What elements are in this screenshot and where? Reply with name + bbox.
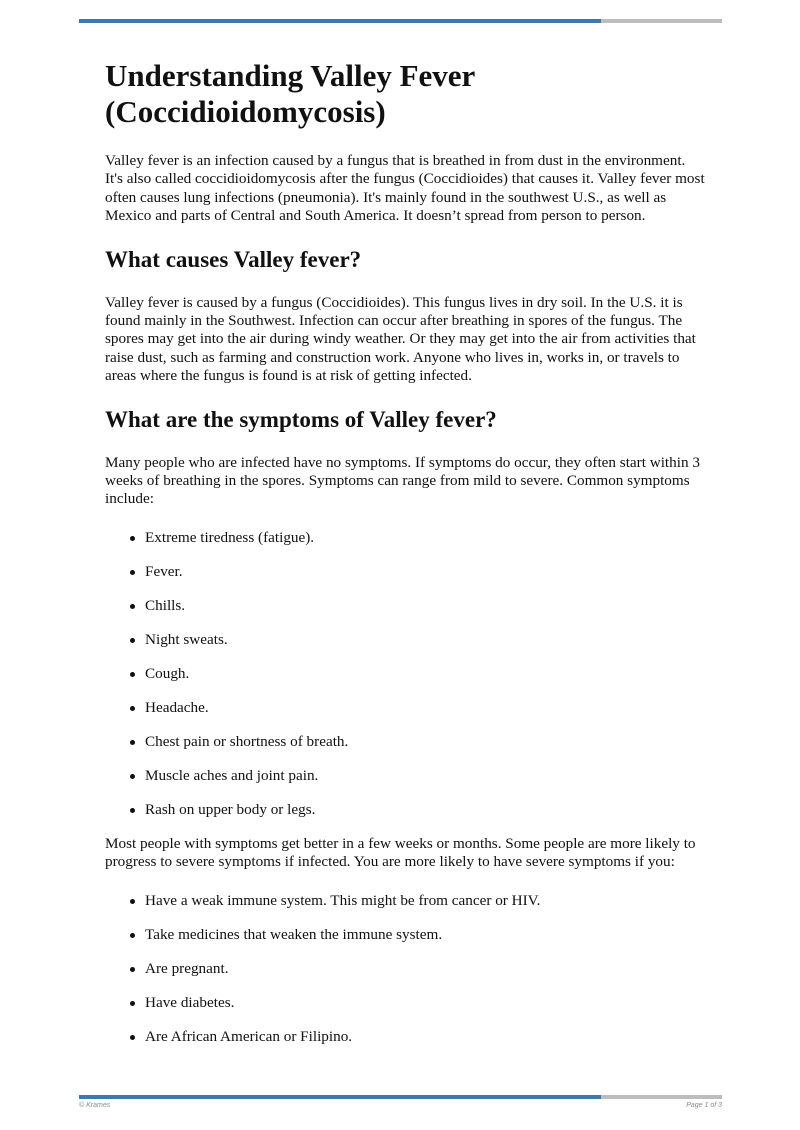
- list-item: [145, 926, 705, 944]
- bullet-icon: [130, 967, 135, 972]
- list-item-text: Chest pain or shortness of breath.: [145, 732, 349, 750]
- list-item: [145, 597, 705, 615]
- symptoms-list: [105, 529, 705, 819]
- list-item: [145, 767, 705, 785]
- list-item: [145, 801, 705, 819]
- list-item-text: Are African American or Filipino.: [145, 1027, 353, 1045]
- list-item-text: Take medicines that weaken the immune system.: [145, 925, 443, 943]
- bullet-icon: [130, 933, 135, 938]
- bullet-icon: [130, 899, 135, 904]
- list-item: [145, 529, 705, 547]
- bullet-icon: [130, 774, 135, 779]
- bullet-icon: [130, 672, 135, 677]
- intro-paragraph: Valley fever is an infection caused by a fungus that is breathed in from dust in the environment. It's also called coccidioidomycosis after the fungus (Coccidioides) that causes it. Valley fever most often causes lung infections (pneumonia). It's mainly found in the southwest U.S., as well as Mexico and parts of Central and South America. It doesn’t spread from person to person.: [105, 152, 705, 225]
- list-item: [145, 631, 705, 649]
- bullet-icon: [130, 536, 135, 541]
- list-item: [145, 960, 705, 978]
- header-progress-bar: [79, 19, 722, 23]
- document-body: [105, 58, 705, 1062]
- list-item-text: Have diabetes.: [145, 993, 235, 1011]
- list-item: [145, 994, 705, 1012]
- list-item-text: Muscle aches and joint pain.: [145, 766, 319, 784]
- page-footer: [79, 1102, 722, 1109]
- list-item: [145, 733, 705, 751]
- list-item: [145, 892, 705, 910]
- bullet-icon: [130, 1035, 135, 1040]
- list-item: [145, 563, 705, 581]
- list-item-text: Night sweats.: [145, 630, 228, 648]
- list-item-text: Headache.: [145, 698, 209, 716]
- footer-bar-remainder: [601, 1095, 722, 1099]
- section-heading-causes: What causes Valley fever?: [105, 246, 362, 272]
- bullet-icon: [130, 808, 135, 813]
- page-indicator: Page 1 of 3: [686, 1102, 722, 1109]
- header-bar-accent: [79, 19, 601, 23]
- bullet-icon: [130, 638, 135, 643]
- header-bar-remainder: [601, 19, 722, 23]
- bullet-icon: [130, 706, 135, 711]
- bullet-icon: [130, 570, 135, 575]
- list-item-text: Chills.: [145, 596, 186, 614]
- list-item-text: Extreme tiredness (fatigue).: [145, 528, 315, 546]
- footer-bar-accent: [79, 1095, 601, 1099]
- footer-progress-bar: [79, 1095, 722, 1099]
- list-item-text: Are pregnant.: [145, 959, 229, 977]
- list-item-text: Cough.: [145, 664, 190, 682]
- list-item: [145, 699, 705, 717]
- list-item: [145, 665, 705, 683]
- copyright-text: © Krames: [79, 1102, 111, 1109]
- symptoms-paragraph: Many people who are infected have no symptoms. If symptoms do occur, they often start within 3 weeks of breathing in the spores. Symptoms can range from mild to severe. Common symptoms include:: [105, 453, 700, 508]
- list-item-text: Rash on upper body or legs.: [145, 800, 316, 818]
- bullet-icon: [130, 1001, 135, 1006]
- bullet-icon: [130, 604, 135, 609]
- page-title: Understanding Valley Fever (Coccidioidomycosis): [105, 58, 475, 129]
- list-item-text: Fever.: [145, 562, 183, 580]
- list-item: [145, 1028, 705, 1046]
- risk-factors-list: [105, 892, 705, 1046]
- bullet-icon: [130, 740, 135, 745]
- severity-paragraph: Most people with symptoms get better in a few weeks or months. Some people are more likely to progress to severe symptoms if infected. You are more likely to have severe symptoms if you:: [105, 834, 696, 871]
- section-heading-symptoms: What are the symptoms of Valley fever?: [105, 406, 497, 432]
- list-item-text: Have a weak immune system. This might be from cancer or HIV.: [145, 891, 541, 909]
- causes-paragraph: Valley fever is caused by a fungus (Coccidioides). This fungus lives in dry soil. In the U.S. it is found mainly in the Southwest. Infection can occur after breathing in spores of the fungus. The spores may get into the air during windy weather. Or they may get into the air from activities that raise dust, such as farming and construction work. Anyone who lives in, works in, or travels to areas where the fungus is found is at risk of getting infected.: [105, 293, 696, 385]
